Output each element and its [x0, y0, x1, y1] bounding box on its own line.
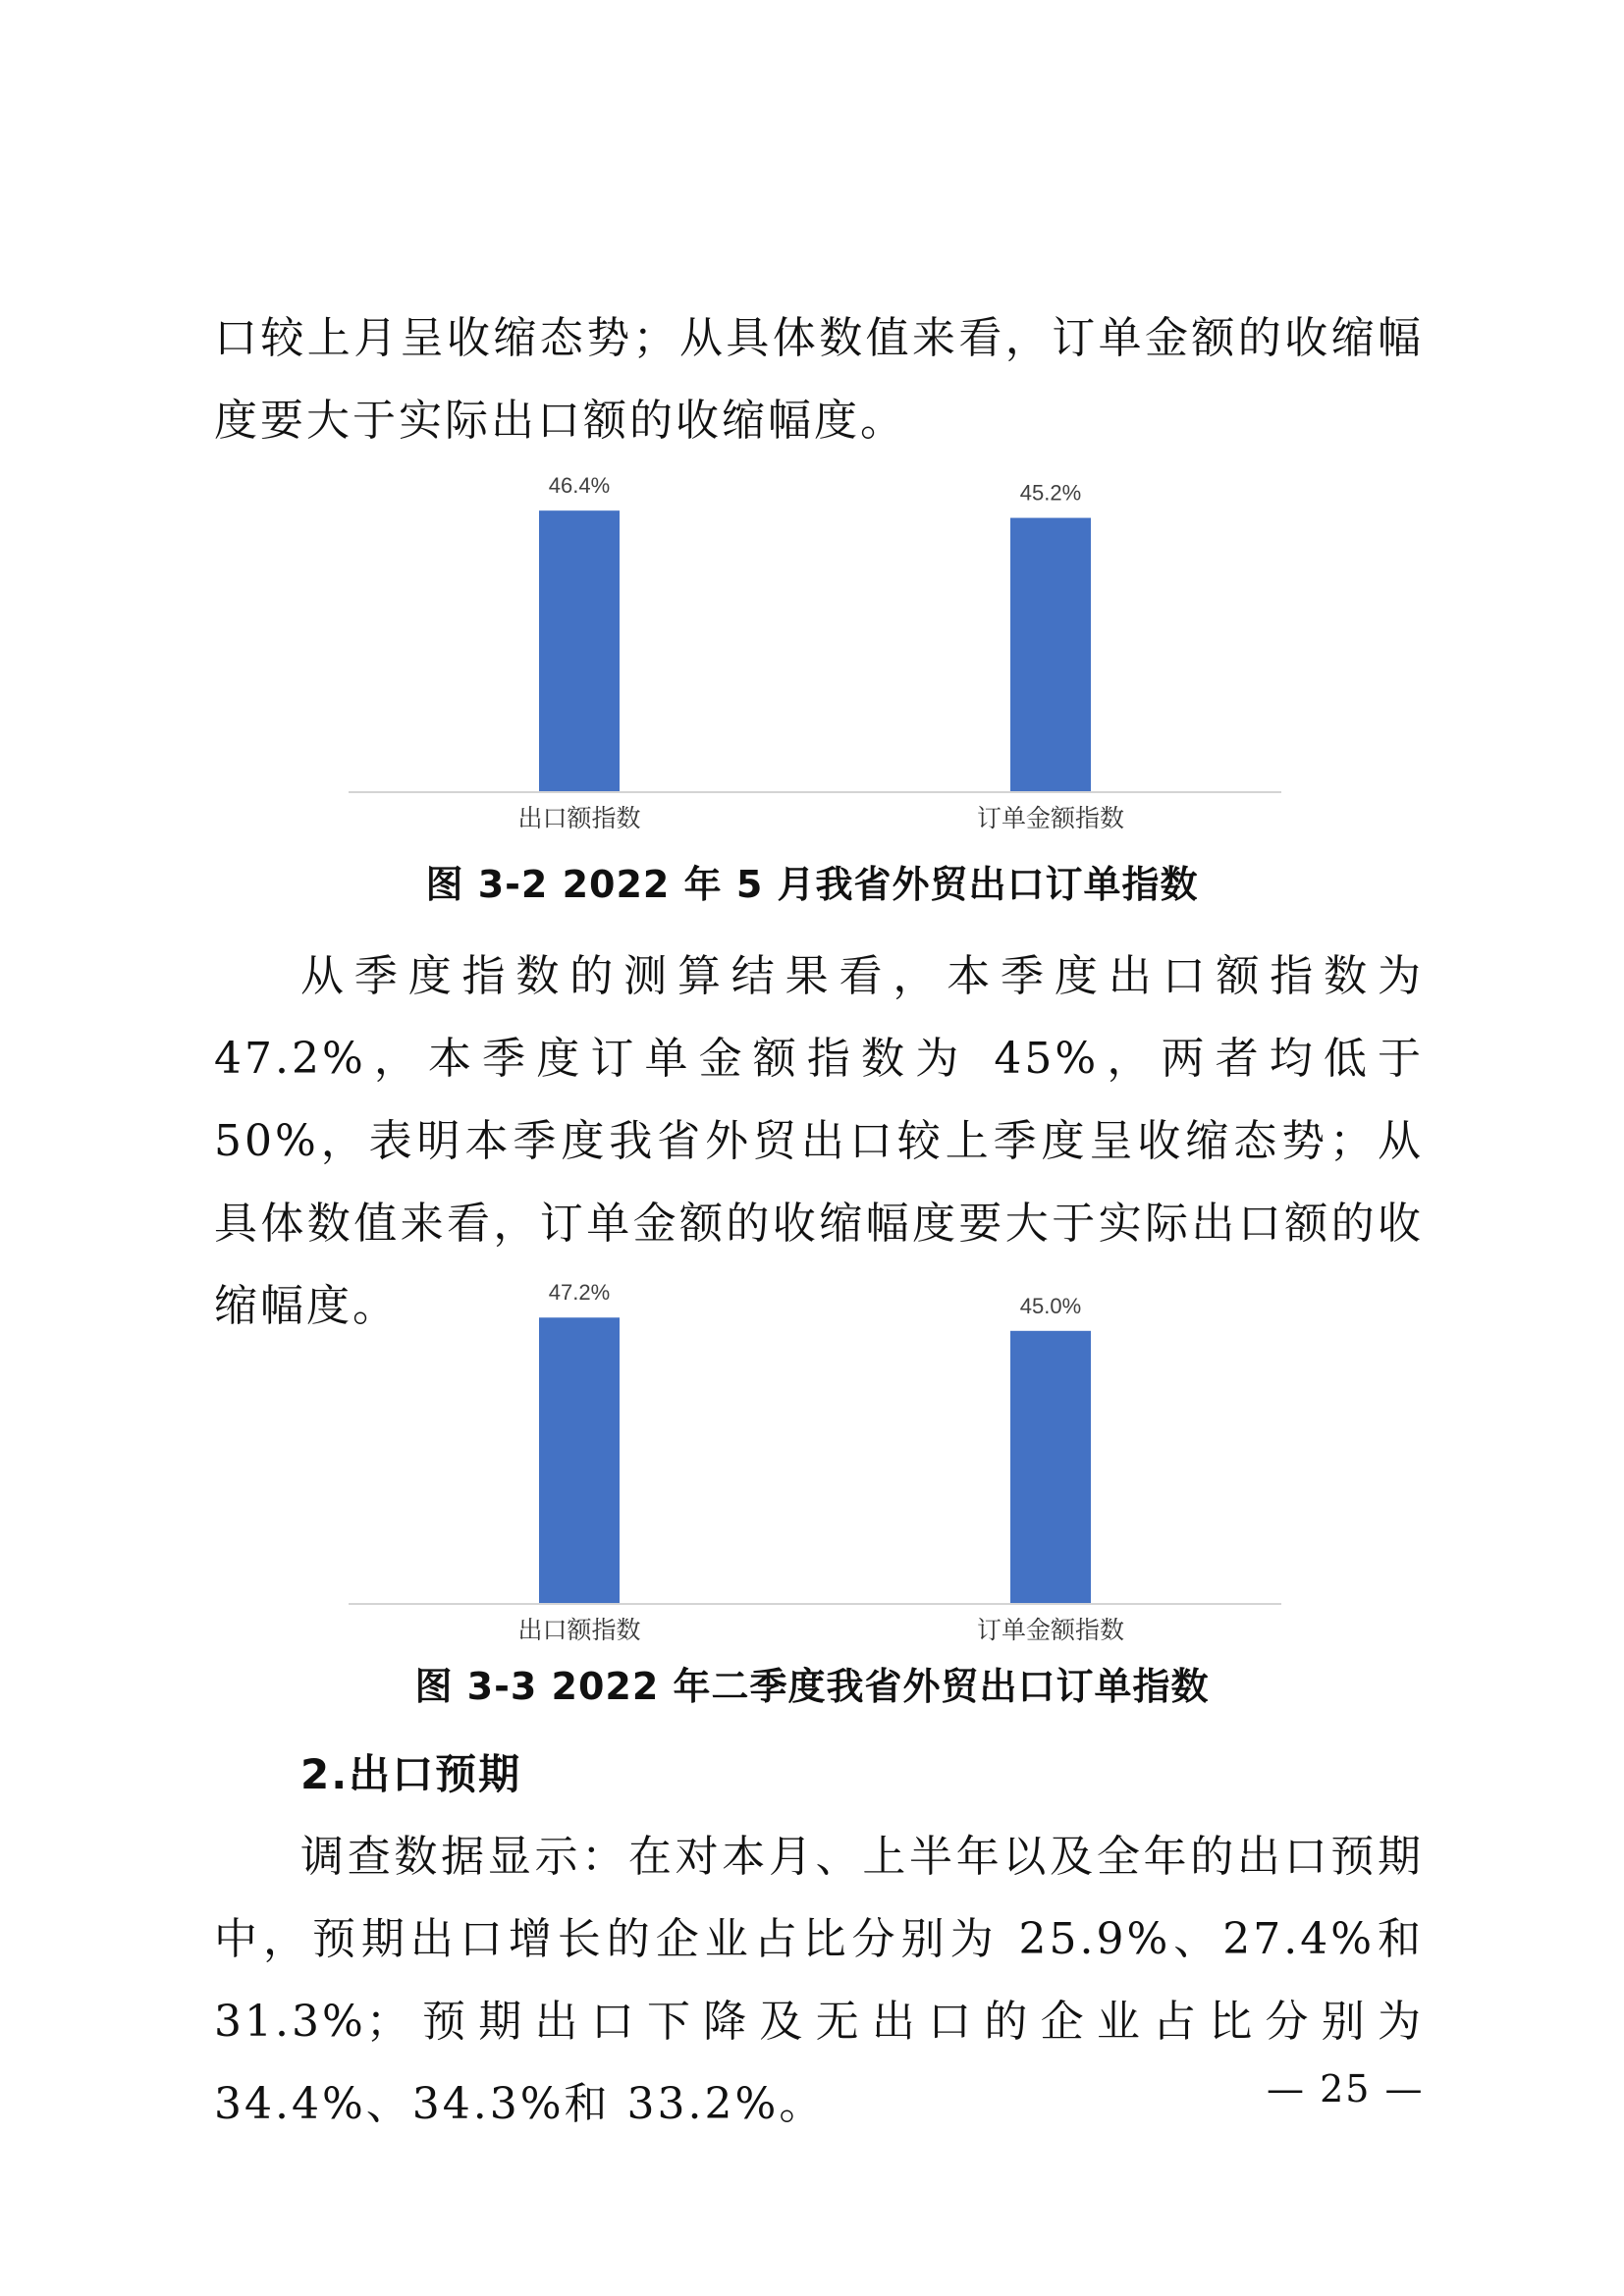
paragraph-continuation: 口较上月呈收缩态势；从具体数值来看，订单金额的收缩幅度要大于实际出口额的收缩幅度。: [214, 313, 1424, 446]
data-label: 45.0%: [1019, 1293, 1082, 1318]
category-label: 订单金额指数: [976, 804, 1125, 832]
bar-chart-svg: [324, 459, 1306, 832]
data-label: 45.2%: [1019, 480, 1082, 506]
category-label: 出口额指数: [517, 1616, 641, 1644]
bar-order-index: [1010, 1331, 1091, 1603]
figure-caption: 图 3-3 2022 年二季度我省外贸出口订单指数: [414, 1665, 1210, 1708]
category-label: 出口额指数: [517, 804, 641, 832]
paragraph-export-expectation: 调查数据显示：在对本月、上半年以及全年的出口预期中，预期出口增长的企业占比分别为 25.9%、27.4%和 31.3%；预期出口下降及无出口的企业占比分别为 34.4%、34.3%和 33.2%。: [214, 1832, 1424, 2129]
paragraph-quarterly-index: 从季度指数的测算结果看，本季度出口额指数为 47.2%，本季度订单金额指数为 45%，两者均低于 50%，表明本季度我省外贸出口较上季度呈收缩态势；从具体数值来看，订单金额的收缩幅度要大于实际出口额的收缩幅度。: [214, 951, 1424, 1331]
bar-chart-svg: [324, 1271, 1306, 1644]
chart-q2-export-order-index: [324, 1271, 1306, 1644]
section-heading: 2.出口预期: [300, 1750, 522, 1798]
bar-order-index: [1010, 518, 1091, 791]
figure-caption: 图 3-2 2022 年 5 月我省外贸出口订单指数: [425, 863, 1199, 906]
bar-export-index: [539, 510, 620, 791]
bar-export-index: [539, 1317, 620, 1603]
chart-may-export-order-index: [324, 459, 1306, 832]
category-label: 订单金额指数: [976, 1616, 1125, 1644]
page-number: — 25 —: [1267, 2067, 1425, 2110]
data-label: 46.4%: [548, 473, 611, 499]
data-label: 47.2%: [548, 1280, 611, 1306]
